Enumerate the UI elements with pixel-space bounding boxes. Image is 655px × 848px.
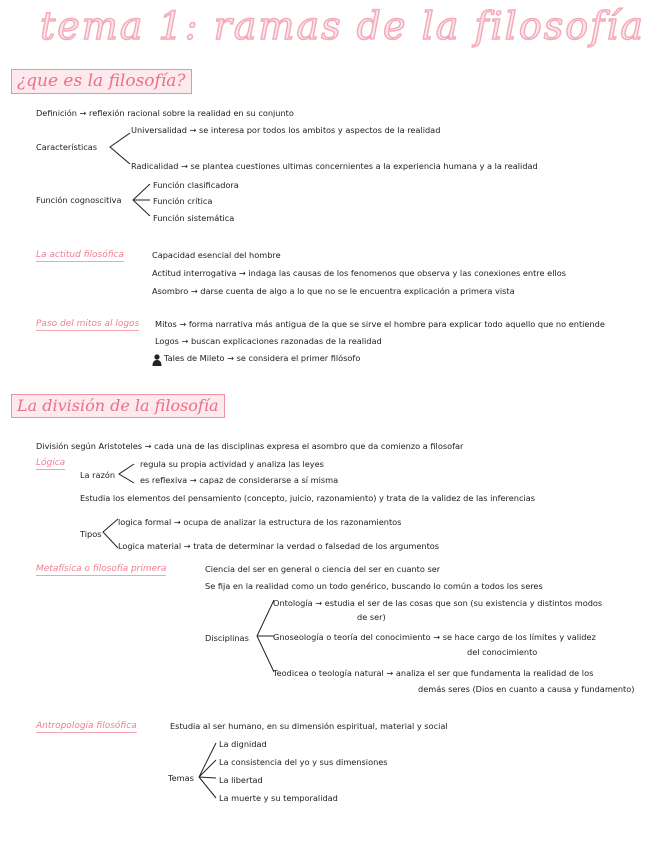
caracteristica-item: Radicalidad → se plantea cuestiones ultimas concernientes a la experiencia humana y a la realidad [131, 161, 538, 171]
paso-line: Mitos → forma narrativa más antigua de la que se sirve el hombre para explicar todo aquello que no entiende [155, 319, 605, 329]
tipos-label: Tipos [80, 529, 102, 539]
razon-label: La razón [80, 470, 116, 480]
disciplina-line: de ser) [357, 612, 386, 622]
disciplina-line: Gnoseología o teoría del conocimiento → se hace cargo de los límites y validez [273, 632, 596, 642]
razon-item: es reflexiva → capaz de considerarse a sí misma [140, 475, 339, 485]
tipo-item: logica formal → ocupa de analizar la estructura de los razonamientos [118, 517, 402, 527]
actitud-line: Actitud interrogativa → indaga las causas de los fenomenos que observa y las conexiones entre ellos [152, 268, 567, 278]
razon-brace [116, 460, 138, 488]
page-title: tema 1: ramas de la filosofía [40, 4, 645, 48]
paso-line: Logos → buscan explicaciones razonadas de la realidad [155, 336, 382, 346]
actitud-line: Capacidad esencial del hombre [152, 250, 281, 260]
actitud-line: Asombro → darse cuenta de algo a lo que no se le encuentra explicación a primera vista [152, 286, 515, 296]
paso-label: Paso del mitos al logos [36, 319, 140, 329]
paso-line: Tales de Mileto → se considera el primer filósofo [164, 353, 361, 363]
funcion-item: Función crítica [153, 196, 213, 206]
logica-estudia: Estudia los elementos del pensamiento (concepto, juicio, razonamiento) y trata de la validez de las inferencias [80, 493, 536, 503]
tema-item: La consistencia del yo y sus dimensiones [219, 757, 388, 767]
tema-item: La dignidad [219, 739, 267, 749]
tema-item: La muerte y su temporalidad [219, 793, 338, 803]
metafisica-line: Se fija en la realidad como un todo genérico, buscando lo común a todos los seres [205, 581, 543, 591]
funcion-item: Función clasificadora [153, 180, 239, 190]
tipo-item: Logica material → trata de determinar la verdad o falsedad de los argumentos [118, 541, 440, 551]
disciplina-line: del conocimiento [467, 647, 538, 657]
antropologia-estudia: Estudia al ser humano, en su dimensión espiritual, material y social [170, 721, 448, 731]
temas-brace [196, 738, 220, 810]
funcion-brace [130, 180, 154, 222]
funcion-item: Función sistemática [153, 213, 235, 223]
definition-line: Definición → reflexión racional sobre la realidad en su conjunto [36, 108, 294, 118]
disciplina-line: Ontología → estudia el ser de las cosas que son (su existencia y distintos modos [273, 598, 603, 608]
caracteristica-item: Universalidad → se interesa por todos los ambitos y aspectos de la realidad [131, 125, 441, 135]
section-heading-que-es: ¿que es la filosofía? [11, 69, 192, 94]
tema-item: La libertad [219, 775, 263, 785]
funcion-label: Función cognoscitiva [36, 195, 122, 205]
metafisica-line: Ciencia del ser en general o ciencia del ser en cuanto ser [205, 564, 441, 574]
metafisica-label: Metafísica o filosofía primera [36, 564, 167, 574]
disciplinas-label: Disciplinas [205, 633, 249, 643]
disciplina-line: Teodicea o teología natural → analiza el ser que fundamenta la realidad de los [273, 668, 594, 678]
caracteristicas-brace [108, 128, 132, 172]
caracteristicas-label: Características [36, 142, 98, 152]
division-line: División según Aristoteles → cada una de las disciplinas expresa el asombro que da comienzo a filosofar [36, 441, 464, 451]
logica-label: Lógica [36, 458, 66, 468]
temas-label: Temas [168, 773, 194, 783]
section-heading-division: La división de la filosofía [11, 394, 225, 418]
person-icon [152, 351, 162, 370]
actitud-label: La actitud filosófica [36, 250, 124, 260]
antropologia-label: Antropología filosófica [36, 721, 137, 731]
disciplina-line: demás seres (Dios en cuanto a causa y fundamento) [418, 684, 635, 694]
razon-item: regula su propia actividad y analiza las leyes [140, 459, 324, 469]
